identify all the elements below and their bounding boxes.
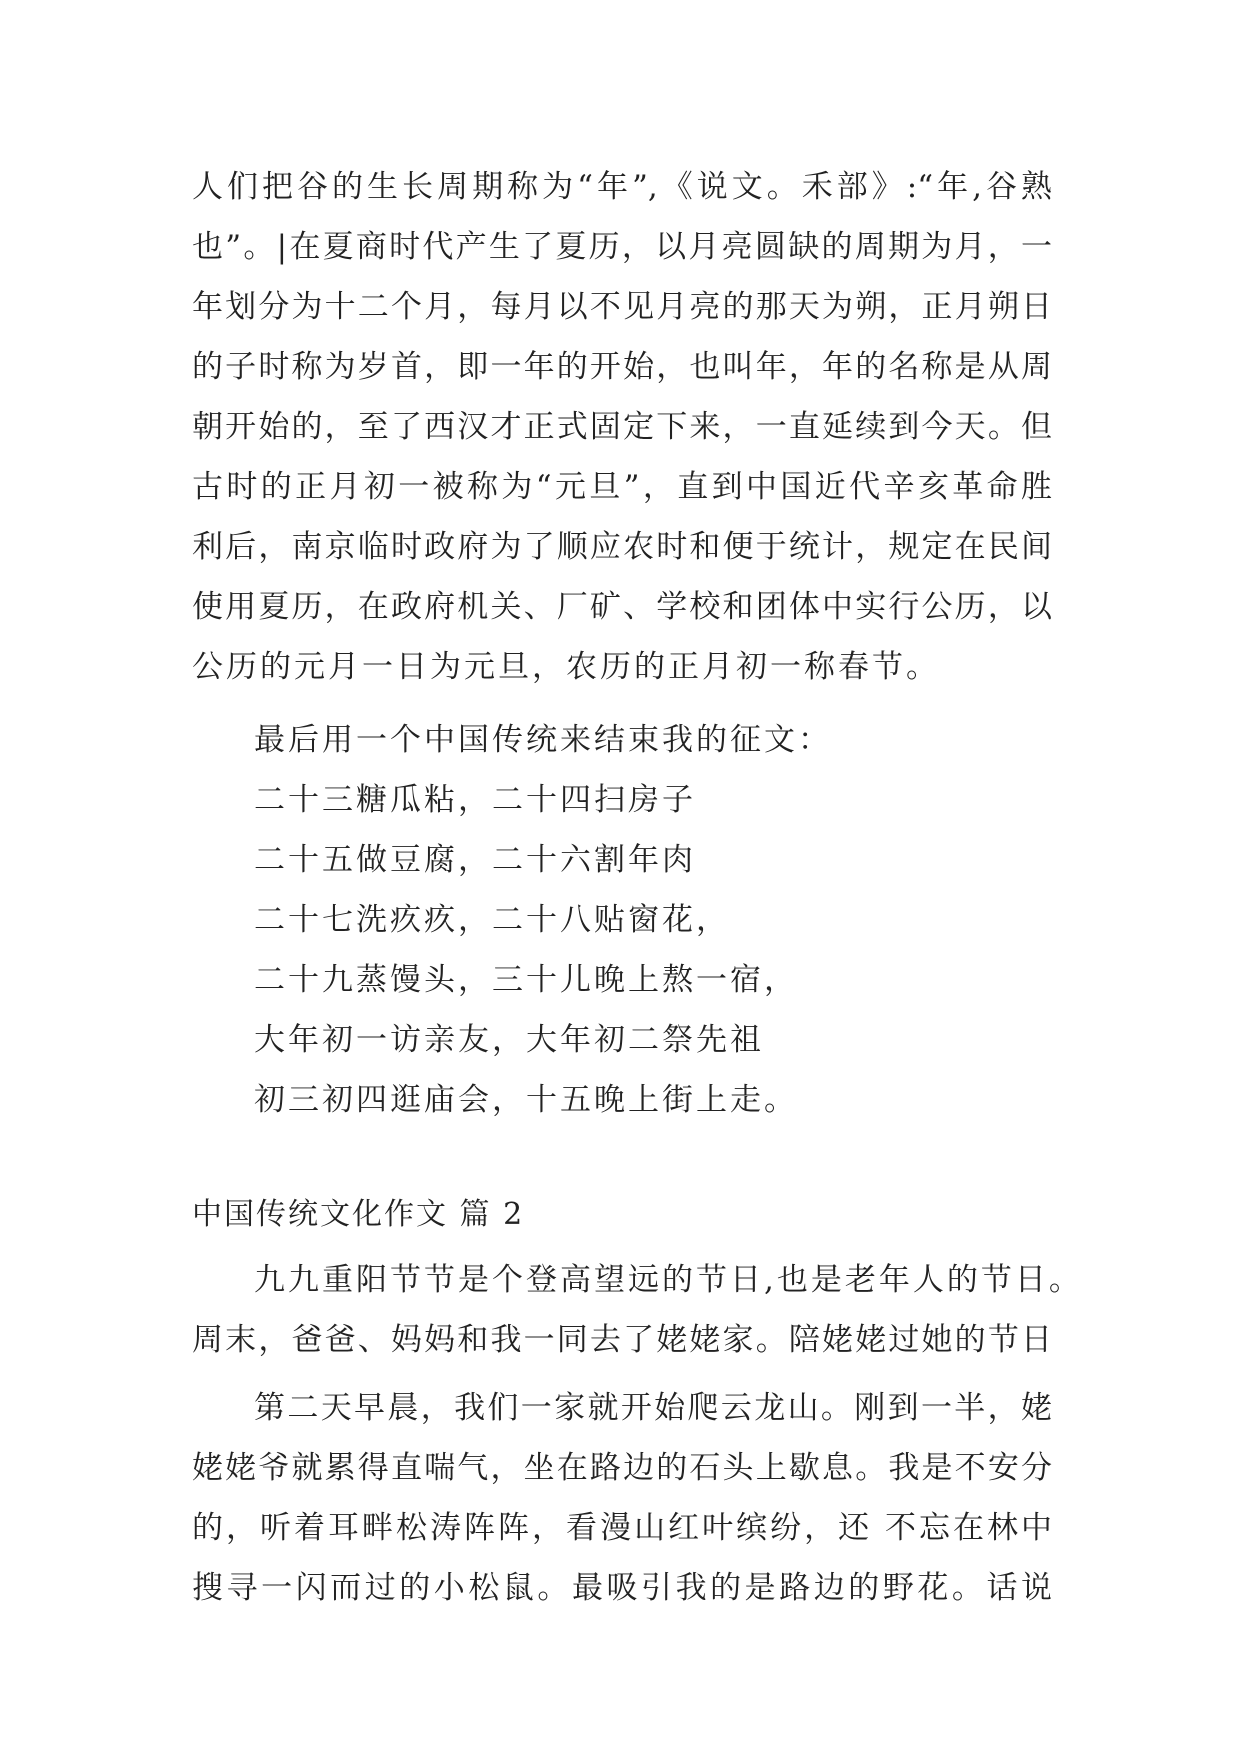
verse-line: 二十七洗疚疚，二十八贴窗花， <box>254 902 730 938</box>
body-line: 第二天早晨，我们一家就开始爬云龙山。刚到一半，姥 <box>254 1390 1052 1426</box>
verse-line: 初三初四逛庙会，十五晚上街上走。 <box>254 1082 798 1118</box>
body-line: 公历的元月一日为元旦，农历的正月初一称春节。 <box>192 649 940 685</box>
body-line: 周末，爸爸、妈妈和我一同去了姥姥家。陪姥姥过她的节日 <box>192 1322 1052 1358</box>
closing-intro: 最后用一个中国传统来结束我的征文： <box>254 722 832 758</box>
body-line: 姥姥爷就累得直喘气，坐在路边的石头上歇息。我是不安分 <box>192 1450 1052 1486</box>
body-line: 古时的正月初一被称为“元旦”，直到中国近代辛亥革命胜 <box>192 469 1052 505</box>
verse-line: 二十三糖瓜粘，二十四扫房子 <box>254 782 696 818</box>
verse-line: 二十九蒸馒头，三十儿晚上熬一宿， <box>254 962 798 998</box>
body-line: 利后，南京临时政府为了顺应农时和便于统计，规定在民间 <box>192 529 1052 565</box>
section-heading: 中国传统文化作文 篇 2 <box>192 1197 525 1232</box>
body-line: 的，听着耳畔松涛阵阵，看漫山红叶缤纷，还 不忘在林中 <box>192 1510 1052 1546</box>
body-line: 人们把谷的生长周期称为“年”,《说文。禾部》:“年,谷熟 <box>192 169 1052 205</box>
verse-line: 大年初一访亲友，大年初二祭先祖 <box>254 1022 764 1058</box>
body-line: 搜寻一闪而过的小松鼠。最吸引我的是路边的野花。话说 <box>192 1570 1052 1606</box>
body-line: 朝开始的，至了西汉才正式固定下来，一直延续到今天。但 <box>192 409 1052 445</box>
verse-line: 二十五做豆腐，二十六割年肉 <box>254 842 696 878</box>
body-line: 九九重阳节节是个登高望远的节日,也是老年人的节日。 <box>254 1262 1083 1298</box>
body-line: 也”。|在夏商时代产生了夏历，以月亮圆缺的周期为月，一 <box>192 229 1052 265</box>
body-line: 年划分为十二个月，每月以不见月亮的那天为朔，正月朔日 <box>192 289 1052 325</box>
body-line: 的子时称为岁首，即一年的开始，也叫年，年的名称是从周 <box>192 349 1052 385</box>
body-line: 使用夏历，在政府机关、厂矿、学校和团体中实行公历，以 <box>192 589 1052 625</box>
